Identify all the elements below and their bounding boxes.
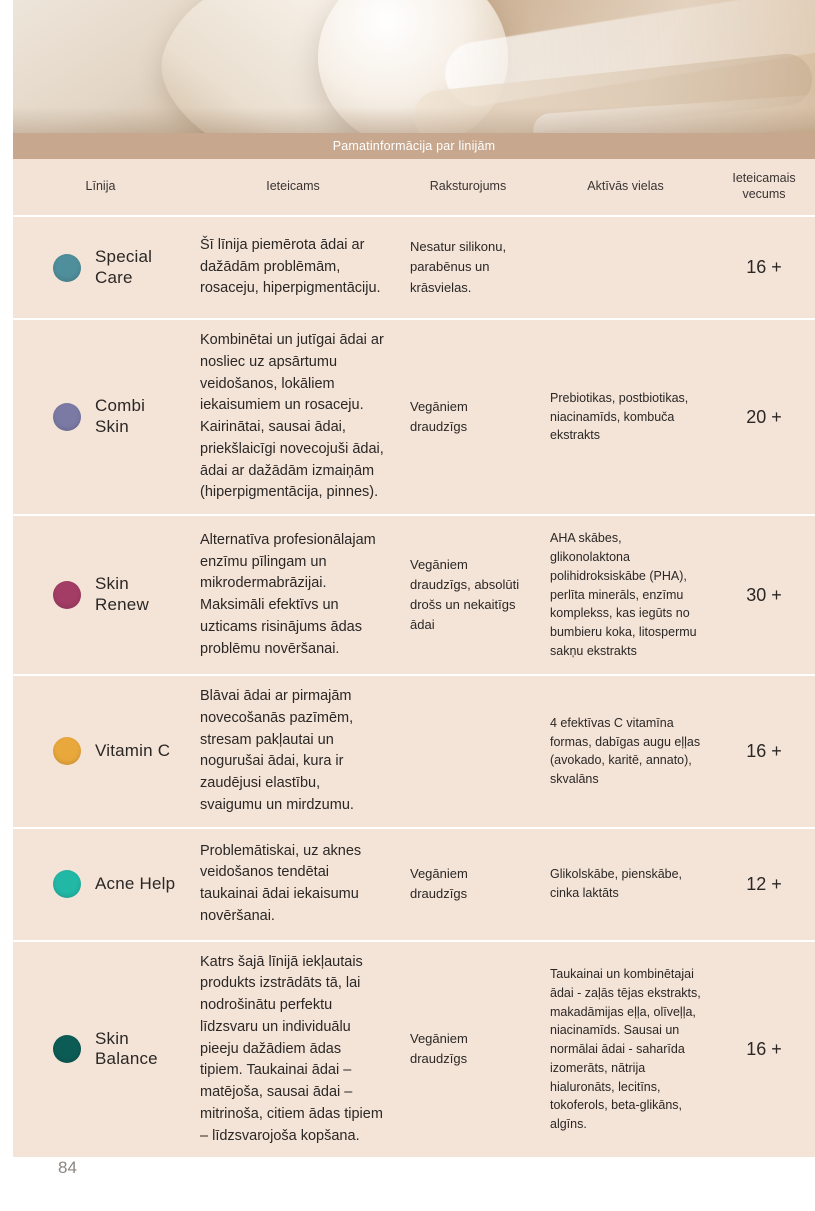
column-header-characteristics: Raksturojums (429, 179, 507, 194)
table-banner-title: Pamatinformācija par linijām (13, 133, 815, 159)
page-number: 84 (58, 1158, 77, 1177)
recommended-cell: Blāvai ādai ar pirmajām novecošanās pazīmēm, stresam pakļautai un nogurušai ādai, kura ir zaudējusi elastību, svaigumu un mirdzumu. (200, 688, 354, 813)
table-row (13, 942, 815, 1160)
characteristics-cell (398, 741, 538, 761)
column-header-actives: Aktīvās vielas (587, 179, 664, 194)
age-cell: 20 + (746, 406, 782, 427)
column-header-age: Ieteicamais vecums (732, 171, 796, 201)
column-header-recommended: Ieteicams (266, 179, 320, 194)
line-cell (13, 1019, 188, 1080)
age-cell: 30 + (746, 584, 782, 605)
age-cell: 16 + (746, 1038, 782, 1059)
age-cell: 16 + (746, 740, 782, 761)
line-name: Acne Help (95, 873, 176, 893)
recommended-cell: Kombinētai un jutīgai ādai ar nosliec uz apsārtumu veidošanos, lokāliem iekaisumiem un rosaceju. Kairinātai, sausai ādai, priekšlaicīgi novecojuši ādai, ādai ar dažādām izmaiņām (hiperpigmentācija, pinnes). (200, 332, 384, 501)
actives-cell: Glikolskābe, pienskābe, cinka laktāts (550, 867, 683, 900)
line-color-dot (53, 1035, 81, 1063)
hero-image (13, 0, 815, 133)
line-color-dot (53, 581, 81, 609)
actives-cell: 4 efektīvas C vitamīna formas, dabīgas augu eļļas (avokado, karitē, annato), skvalāns (550, 715, 701, 786)
line-cell (13, 564, 188, 625)
characteristics-cell: Vegāniem draudzīgs (410, 1031, 468, 1067)
actives-cell: Prebiotikas, postbiotikas, niacinamīds, kombuča ekstrakts (550, 390, 689, 443)
line-color-dot (53, 870, 81, 898)
line-cell (13, 386, 188, 447)
line-name: Special Care (95, 246, 153, 287)
age-cell: 12 + (746, 873, 782, 894)
characteristics-cell: Vegāniem draudzīgs (410, 865, 468, 901)
table-row (13, 217, 815, 320)
characteristics-cell: Vegāniem draudzīgs, absolūti drošs un nekaitīgs ādai (410, 556, 520, 633)
characteristics-cell: Nesatur silikonu, parabēnus un krāsvielas. (410, 239, 507, 295)
table-row (13, 829, 815, 942)
recommended-cell: Alternatīva profesionālajam enzīmu pīlingam un mikrodermabrāzijai. Maksimāli efektīvs un uzticams risinājums ādas problēmu novēršanai. (200, 531, 376, 657)
actives-cell: Taukainai un kombinētajai ādai - zaļās tējas ekstrakts, makadāmijas eļļa, olīveļļa, niacinamīds. Sausai un normālai ādai - saharīda izomerāts, nātrija hialuronāts, lecitīns, tokoferols, beta-glikāns, algīns. (550, 967, 701, 1131)
line-cell (13, 860, 188, 908)
line-color-dot (53, 254, 81, 282)
characteristics-cell: Vegāniem draudzīgs (410, 398, 468, 434)
table-row (13, 516, 815, 676)
actives-cell (538, 258, 713, 278)
table-row (13, 320, 815, 516)
line-name: Combi Skin (95, 396, 146, 436)
recommended-cell: Katrs šajā līnijā iekļautais produkts izstrādāts tā, lai nodrošinātu perfektu līdzsvaru un individuālu pieeju dažādiem ādas tipiem. Taukainai ādai – matējoša, sausai ādai – mitrinoša, citiem ādas tipiem – līdzsvarojoša kopšana. (200, 953, 383, 1144)
line-color-dot (53, 403, 81, 431)
line-name: Skin Renew (95, 574, 149, 614)
actives-cell: AHA skābes, glikonolaktona polihidroksiskābe (PHA), perlīta minerāls, enzīmu komplekss, kas iegūts no bumbieru koka, litospermu sakņu ekstrakts (550, 531, 697, 658)
age-cell: 16 + (746, 257, 782, 277)
line-name: Vitamin C (95, 740, 171, 760)
recommended-cell: Šī līnija piemērota ādai ar dažādām problēmām, rosaceju, hiperpigmentāciju. (200, 236, 381, 297)
line-cell (13, 727, 188, 775)
line-cell (13, 237, 188, 298)
lines-table (13, 159, 815, 1159)
table-header-row (13, 159, 815, 217)
hero-bottom-shadow (13, 107, 815, 133)
column-header-line: Līnija (85, 179, 116, 194)
recommended-cell: Problemātiskai, uz aknes veidošanos tendētai taukainai ādai iekaisumu novēršanai. (200, 842, 362, 924)
table-row (13, 676, 815, 829)
line-name: Skin Balance (95, 1028, 158, 1069)
line-color-dot (53, 737, 81, 765)
